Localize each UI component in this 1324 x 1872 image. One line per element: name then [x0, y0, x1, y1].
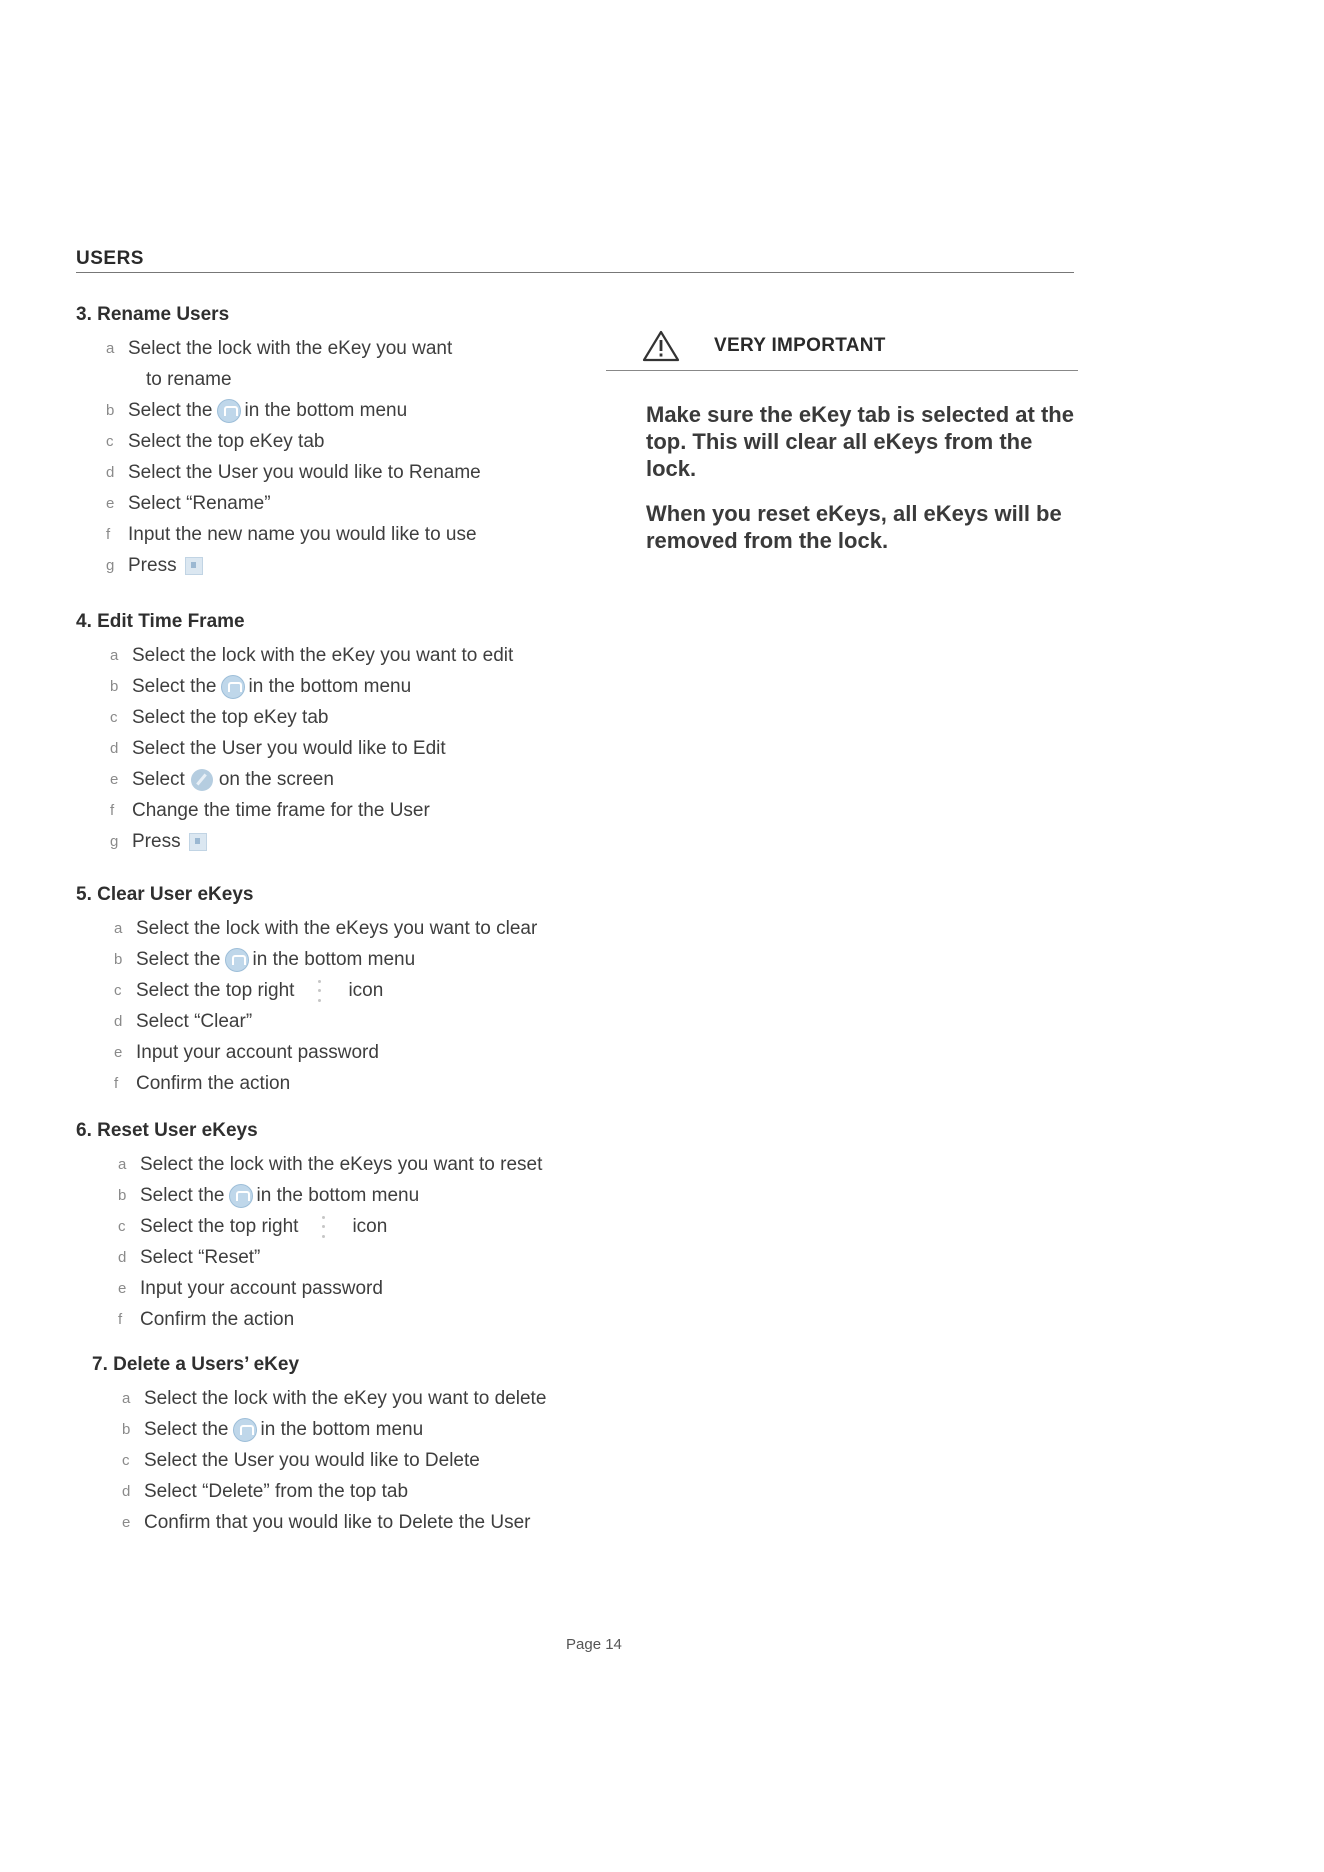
step-item: c Select the top right icon: [118, 1216, 388, 1237]
lock-round-icon: [221, 675, 245, 699]
step-item: b Select the in the bottom menu: [106, 400, 408, 421]
step-item: g Press: [110, 826, 513, 857]
step-item: e Input your account password: [114, 1042, 379, 1063]
step-item: a Select the lock with the eKey you want to delete: [122, 1388, 547, 1409]
section-title: 5. Clear User eKeys: [76, 884, 254, 905]
step-item: d Select the User you would like to Rename: [106, 462, 481, 483]
step-item: f Confirm the action: [114, 1073, 291, 1094]
lock-round-icon: [217, 399, 241, 423]
step-item: d Select “Reset”: [118, 1247, 261, 1268]
notice-header: [606, 330, 1078, 371]
step-item: a Select the lock with the eKeys you want to clear: [114, 918, 538, 939]
section-title: 3. Rename Users: [76, 304, 230, 325]
section-clear-user-ekeys: [76, 884, 537, 1099]
step-item: c Select the top right icon: [114, 980, 384, 1001]
step-item: b Select the in the bottom menu: [110, 676, 412, 697]
step-item: f Confirm the action: [118, 1309, 295, 1330]
section-title: 7. Delete a Users’ eKey: [92, 1354, 300, 1375]
step-item: e Select “Rename”: [106, 493, 271, 514]
notice-paragraph: When you reset eKeys, all eKeys will be removed from the lock.: [646, 501, 1062, 553]
section-title: 6. Reset User eKeys: [76, 1120, 258, 1141]
section-rename-users: [76, 304, 481, 581]
step-item: d Select “Delete” from the top tab: [122, 1481, 409, 1502]
notice-body: [606, 401, 1078, 554]
step-item: b Select the in the bottom menu: [122, 1419, 424, 1440]
step-item: g Press: [106, 550, 481, 581]
step-item: f Input the new name you would like to use: [106, 524, 477, 545]
vertical-dots-icon: [322, 1216, 326, 1238]
section-delete-user-ekey: [76, 1354, 546, 1538]
section-reset-user-ekeys: [76, 1120, 542, 1335]
section-edit-time-frame: [76, 611, 513, 857]
step-list: [76, 1149, 542, 1335]
step-item: e Select on the screen: [110, 769, 334, 790]
step-item: a Select the lock with the eKey you want to edit: [110, 645, 514, 666]
save-icon: [189, 833, 207, 851]
notice-title: VERY IMPORTANT: [714, 335, 886, 356]
lock-round-icon: [229, 1184, 253, 1208]
warning-triangle-icon: [642, 330, 680, 362]
section-title: 4. Edit Time Frame: [76, 611, 245, 632]
step-list: [76, 1383, 546, 1538]
step-item: b Select the in the bottom menu: [114, 949, 416, 970]
step-item: f Change the time frame for the User: [110, 800, 430, 821]
step-item: b Select the in the bottom menu: [118, 1185, 420, 1206]
page-header: [76, 248, 1074, 273]
step-list: [76, 640, 513, 857]
step-list: [76, 913, 537, 1099]
step-item: a Select the lock with the eKey you want to rename: [106, 338, 453, 390]
page-title: USERS: [76, 248, 144, 269]
step-item: c Select the top eKey tab: [110, 707, 329, 728]
step-item: d Select “Clear”: [114, 1011, 253, 1032]
save-icon: [185, 557, 203, 575]
step-item: c Select the top eKey tab: [106, 431, 325, 452]
step-item: d Select the User you would like to Edit: [110, 738, 446, 759]
lock-round-icon: [225, 948, 249, 972]
step-list: [76, 333, 481, 581]
notice-paragraph: Make sure the eKey tab is selected at the top. This will clear all eKeys from the lock.: [646, 402, 1074, 481]
very-important-notice: [606, 330, 1078, 572]
vertical-dots-icon: [318, 980, 322, 1002]
step-item: c Select the User you would like to Delete: [122, 1450, 480, 1471]
page-number: Page 14: [566, 1636, 622, 1653]
edit-icon: [191, 769, 213, 791]
step-item: e Confirm that you would like to Delete the User: [122, 1512, 531, 1533]
step-item: e Input your account password: [118, 1278, 383, 1299]
step-item: a Select the lock with the eKeys you want to reset: [118, 1154, 543, 1175]
lock-round-icon: [233, 1418, 257, 1442]
